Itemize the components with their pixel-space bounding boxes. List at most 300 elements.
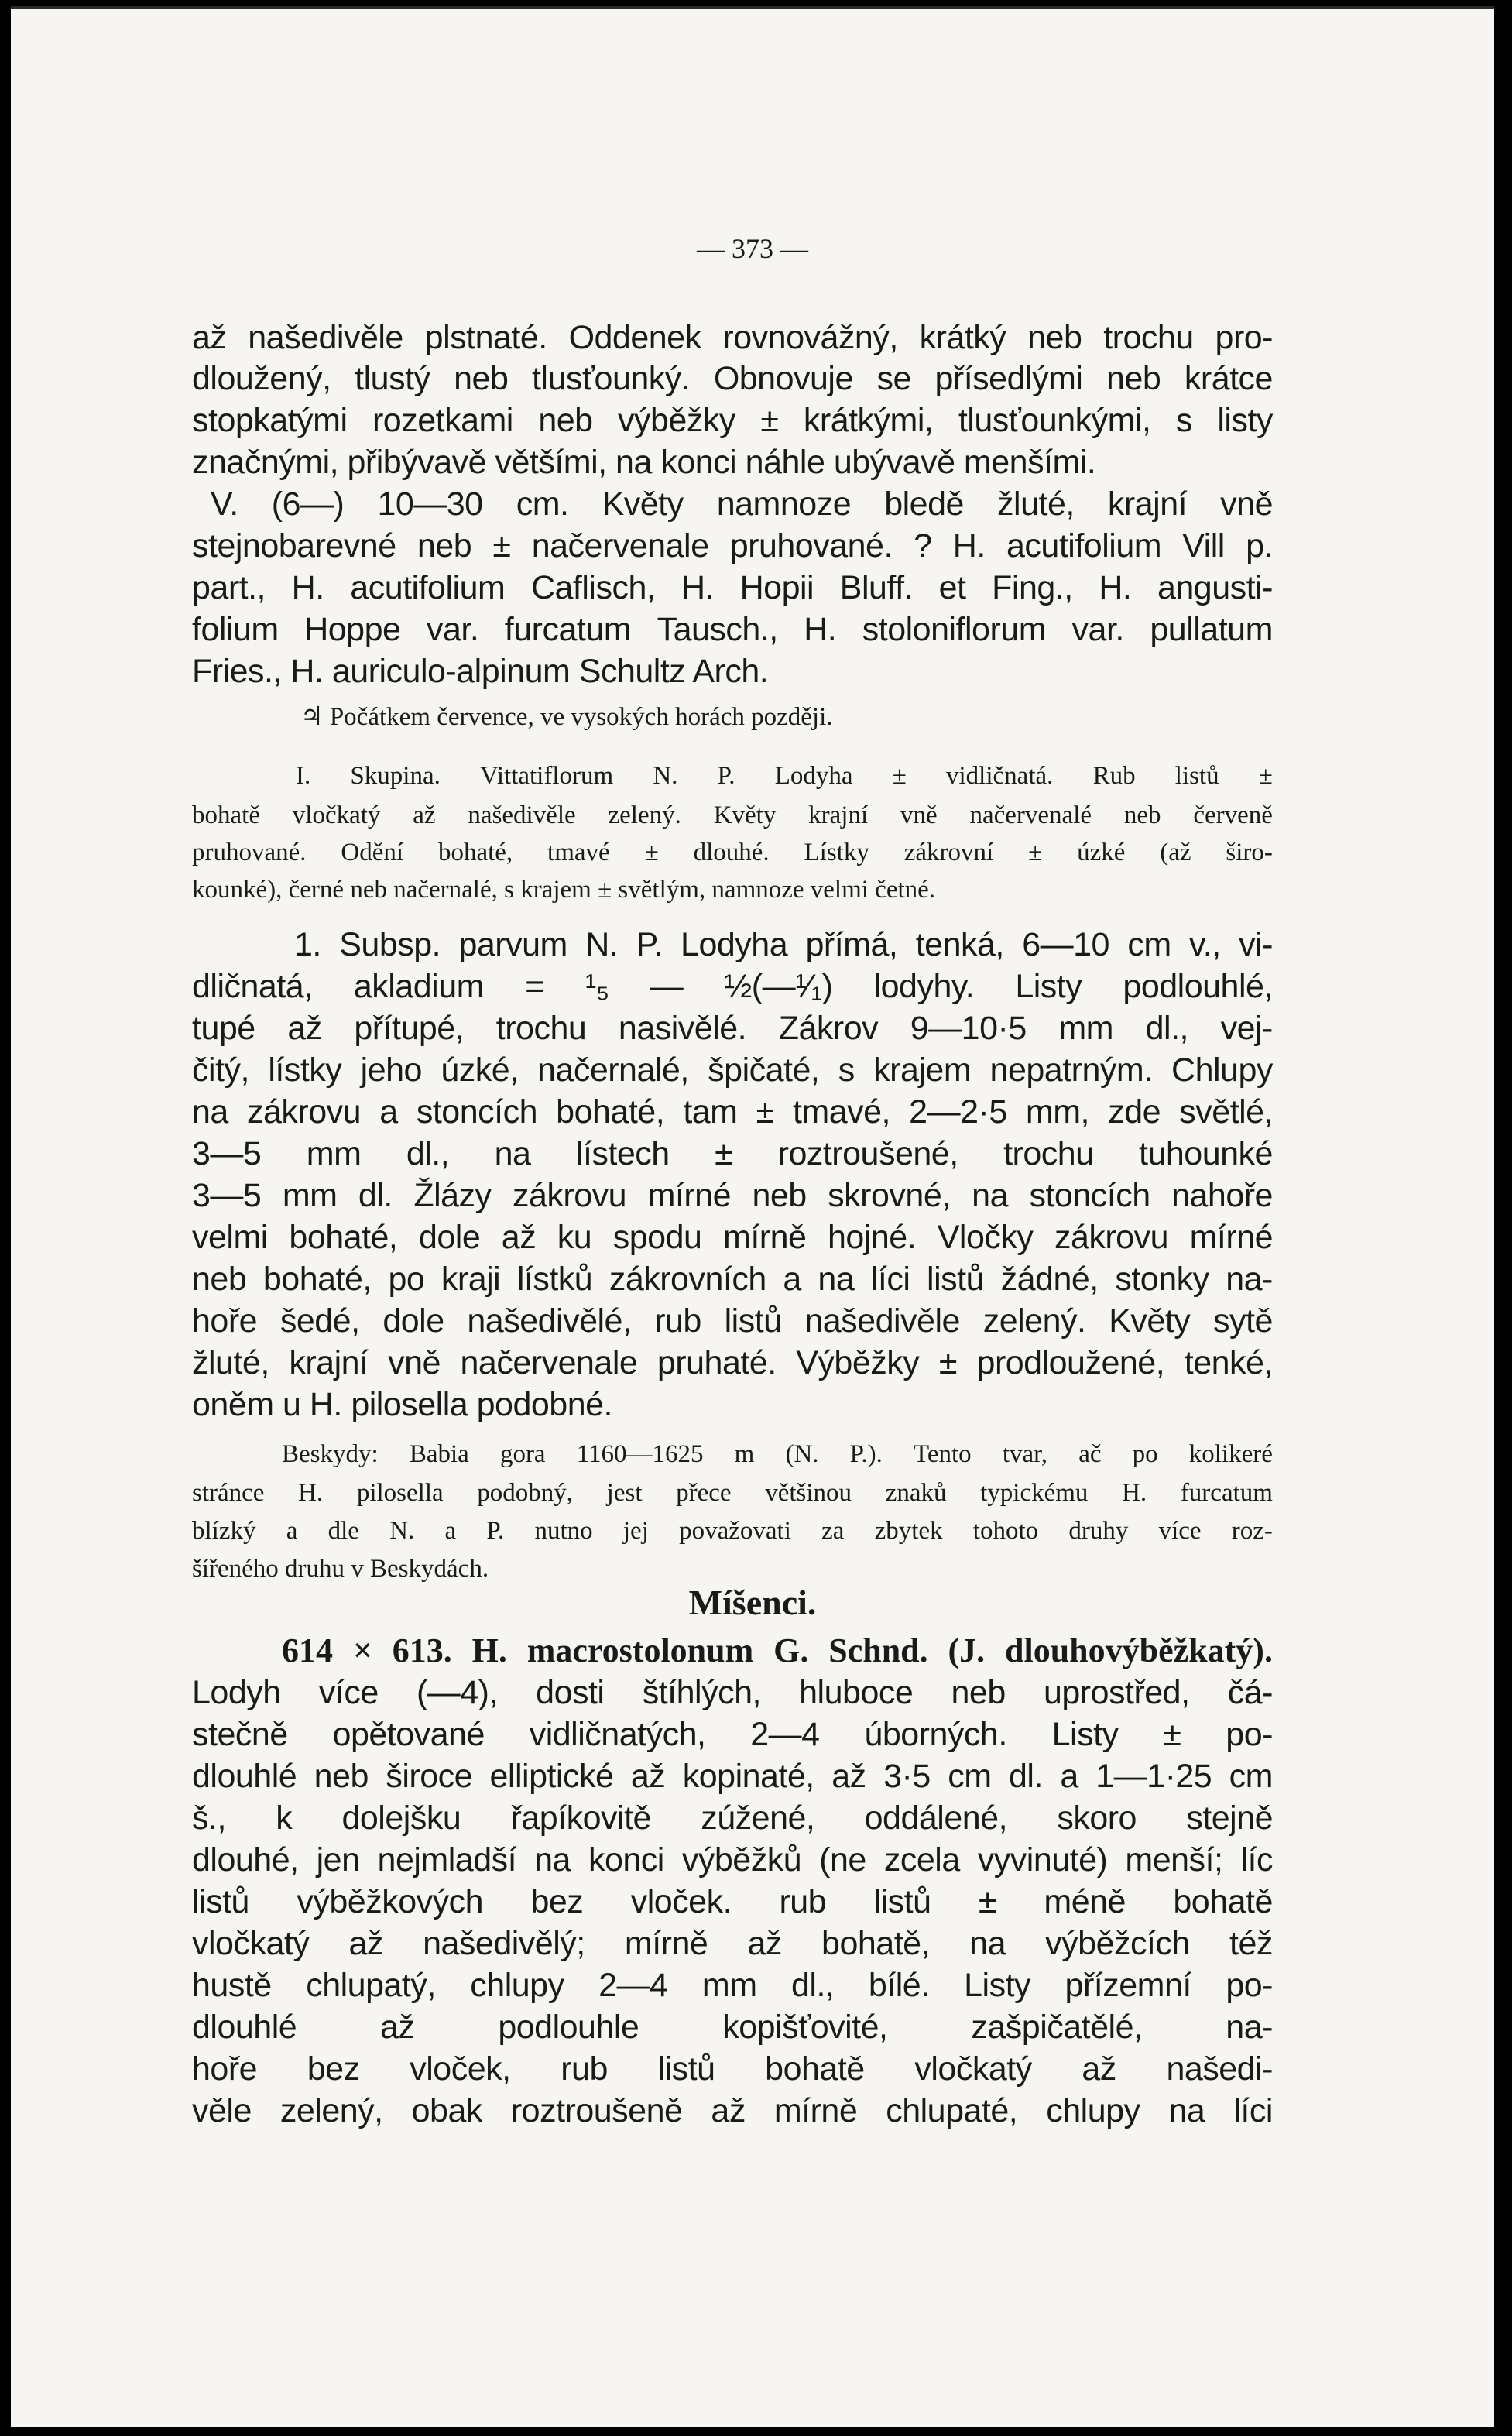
word: chlupy <box>1046 2092 1140 2129</box>
word: mm, <box>1025 1093 1090 1131</box>
word: dlouhovýběžkatý). <box>1005 1631 1273 1669</box>
word: špičaté, <box>708 1052 820 1089</box>
word: až <box>287 1010 322 1047</box>
text-line <box>192 1302 1273 1340</box>
word: jest <box>606 1479 643 1507</box>
word: tmavé, <box>792 1093 890 1131</box>
word: chlupy <box>470 1967 564 2004</box>
word: neb <box>314 1758 369 1795</box>
text-line <box>192 1135 1273 1173</box>
word: vločkatý <box>914 2050 1032 2088</box>
word: zašpičatělé, <box>971 2009 1143 2046</box>
word: dlouhé, <box>192 1841 299 1878</box>
word: výběžků <box>681 1841 802 1878</box>
word: cm <box>1229 1758 1273 1795</box>
word: rozetkami <box>372 402 513 439</box>
word: konci <box>588 1841 664 1878</box>
word: P.). <box>849 1440 883 1468</box>
word: Caflisch, <box>530 569 656 606</box>
word: dl. <box>1008 1758 1043 1795</box>
word: — <box>650 968 684 1005</box>
word: v., <box>1189 926 1221 963</box>
word: bledě <box>884 485 964 523</box>
word: po <box>1132 1440 1158 1468</box>
word: a <box>286 1517 298 1545</box>
word: na <box>192 1093 228 1131</box>
word: listů <box>724 1302 782 1340</box>
word: mírně <box>723 1219 807 1256</box>
text-line <box>192 1800 1273 1837</box>
word: mírné <box>1189 1219 1273 1256</box>
word: ± <box>715 1135 733 1172</box>
word: Beskydy: <box>282 1440 379 1468</box>
word: nejmladší <box>377 1841 517 1878</box>
text-line <box>192 402 1273 440</box>
word: hoře <box>192 2050 258 2088</box>
word: kraji <box>441 1261 501 1298</box>
word: bohaté, <box>437 839 513 866</box>
word: bohatě <box>765 2050 865 2088</box>
text-line <box>192 2092 1273 2130</box>
word: Hopii <box>739 569 814 606</box>
text-line <box>192 1674 1273 1712</box>
word: až <box>1082 2050 1116 2088</box>
word: 6—10 <box>1022 926 1109 963</box>
word: krajní <box>289 1344 369 1381</box>
word: nahoře <box>1171 1177 1273 1214</box>
word: ku <box>557 1219 592 1256</box>
text-line: ♃ Počátkem července, ve vysokých horách později. <box>300 703 833 731</box>
word: nepatrným. <box>989 1052 1153 1089</box>
word: Tento <box>914 1440 972 1468</box>
word: Květy <box>713 801 777 829</box>
word: přísedlými <box>934 360 1083 397</box>
word: přímá, <box>805 926 898 963</box>
word: tenké, <box>1184 1344 1273 1381</box>
word: širo- <box>1226 839 1273 866</box>
word: zelený. <box>982 1302 1086 1340</box>
text-line <box>192 1883 1273 1921</box>
word: tuhounké <box>1139 1135 1273 1172</box>
word: mm <box>306 1135 362 1172</box>
word: s <box>1175 402 1192 439</box>
word: et <box>938 569 966 606</box>
word: po- <box>1226 1716 1273 1753</box>
word: načervenale <box>531 527 709 564</box>
word: roztroušené, <box>777 1135 958 1172</box>
text-line <box>192 1177 1273 1215</box>
text-line <box>192 611 1273 649</box>
text-line <box>192 1479 1273 1508</box>
word: I. <box>296 762 311 790</box>
word: zúžené, <box>701 1800 815 1837</box>
word: výběžcích <box>1045 1925 1190 1962</box>
word: podlouhlé, <box>1123 968 1273 1005</box>
text-line: oněm u H. pilosella podobné. <box>192 1386 612 1423</box>
word: tvar, <box>1002 1440 1048 1468</box>
word: k <box>276 1800 293 1837</box>
word: cm <box>948 1758 992 1795</box>
word: na <box>494 1135 531 1172</box>
word: znaků <box>885 1479 947 1507</box>
word: macrostolonum <box>526 1631 754 1669</box>
word: světlé, <box>1179 1093 1273 1131</box>
word: až <box>630 1758 666 1795</box>
text-line <box>282 1631 1273 1670</box>
word: furcatum <box>1180 1479 1273 1507</box>
text-line <box>192 801 1273 830</box>
word: Lodyh <box>192 1674 281 1711</box>
word: stoncích <box>416 1093 537 1131</box>
word: P. <box>717 762 735 790</box>
word: stoncích <box>1029 1177 1150 1214</box>
word: a <box>783 1261 801 1298</box>
word: P. <box>486 1517 505 1545</box>
text-line <box>192 1925 1273 1963</box>
word: 614 <box>282 1631 333 1669</box>
word: dole <box>382 1302 444 1340</box>
word: načervenale <box>460 1344 638 1381</box>
word: Zákrov <box>778 1010 879 1047</box>
word: H. <box>804 611 837 648</box>
word: vně <box>900 801 938 829</box>
word: nutno <box>534 1517 593 1545</box>
word: (6—) <box>271 485 345 523</box>
word: mm <box>1058 1010 1113 1047</box>
word: dole <box>418 1219 481 1256</box>
word: zákrovu <box>513 1177 627 1214</box>
word: řapíkovitě <box>510 1800 651 1837</box>
word: pruhované. <box>192 839 307 866</box>
word: trochu <box>1103 319 1194 356</box>
word: 1—1·25 <box>1095 1758 1212 1795</box>
word: dlouhlé <box>192 2009 297 2046</box>
word: tenká, <box>915 926 1004 963</box>
word: rovnovážný, <box>722 319 898 356</box>
word: acutifolium <box>1006 527 1162 564</box>
word: Výběžky <box>796 1344 920 1381</box>
word: Tausch., <box>657 611 778 648</box>
word: neb <box>1106 360 1161 397</box>
word: Květy <box>1109 1302 1191 1340</box>
word: až <box>831 1758 866 1795</box>
word: kopinaté, <box>682 1758 814 1795</box>
word: obak <box>411 2092 482 2129</box>
word: našedivělý; <box>423 1925 585 1962</box>
word: Oddenek <box>568 319 701 356</box>
word: zde <box>1108 1093 1161 1131</box>
book-page <box>11 6 1494 2427</box>
word: stejnobarevné <box>192 527 396 564</box>
word: 2—4 <box>598 1967 668 2004</box>
word: a <box>444 1517 457 1545</box>
word: trochu <box>495 1010 587 1047</box>
word: přece <box>676 1479 732 1507</box>
word: neb <box>454 360 509 397</box>
word: krátce <box>1184 360 1273 397</box>
word: Listy <box>1051 1716 1119 1753</box>
word: zcela <box>883 1841 960 1878</box>
word: stopkatými <box>192 402 348 439</box>
word: sytě <box>1213 1302 1273 1340</box>
text-line <box>192 1517 1273 1546</box>
word: skrovné, <box>828 1177 951 1214</box>
text-line <box>192 1261 1273 1299</box>
word: dl., <box>791 1967 835 2004</box>
word: až <box>413 801 436 829</box>
word: druhy <box>1068 1517 1129 1545</box>
word: tupé <box>192 1010 255 1047</box>
word: typickému <box>980 1479 1089 1507</box>
word: furcatum <box>504 611 632 648</box>
word: tlusťounký. <box>531 360 691 397</box>
word: namnoze <box>716 485 852 523</box>
word: rub <box>561 2050 608 2088</box>
word: načernalé, <box>537 1052 689 1089</box>
word: a <box>379 1093 398 1131</box>
text-line <box>282 1440 1273 1469</box>
word: N. <box>389 1517 415 1545</box>
word: Žlázy <box>413 1177 492 1214</box>
word: dl., <box>1145 1010 1188 1047</box>
word: až <box>711 2092 746 2129</box>
word: tohoto <box>972 1517 1039 1545</box>
word: úzké, <box>441 1052 519 1089</box>
word: bohaté, <box>556 1093 665 1131</box>
word: ač <box>1078 1440 1102 1468</box>
word: Bluff. <box>839 569 913 606</box>
word: Fing., <box>992 569 1073 606</box>
word: ± <box>1163 1716 1181 1753</box>
word: Listy <box>964 1967 1031 2004</box>
text-line: Fries., H. auriculo-alpinum Schultz Arch. <box>192 653 769 690</box>
word: pruhované. <box>729 527 893 564</box>
page-number: — 373 — <box>697 233 808 264</box>
word: po <box>388 1261 425 1298</box>
word: Vittatiflorum <box>480 762 614 790</box>
word: lodyhy. <box>873 968 975 1005</box>
word: velmi <box>192 1219 268 1256</box>
word: neb <box>538 402 593 439</box>
word: neb <box>1123 801 1161 829</box>
word: pruhaté. <box>657 1344 777 1381</box>
word: ± <box>978 1883 996 1920</box>
word: na- <box>1226 1261 1273 1298</box>
word: listů <box>657 2050 715 2088</box>
word: Obnovuje <box>713 360 853 397</box>
text-line <box>192 839 1273 867</box>
word: H. <box>681 569 714 606</box>
word: skoro <box>1057 1800 1137 1837</box>
word: (až <box>1160 839 1191 866</box>
word: vloček. <box>630 1883 732 1920</box>
word: lístků <box>516 1261 593 1298</box>
word: hluboce <box>799 1674 914 1711</box>
word: krajní <box>1107 485 1188 523</box>
word: našedivělé, <box>467 1302 632 1340</box>
word: na <box>972 1177 1008 1214</box>
text-line <box>294 926 1273 964</box>
word: jeho <box>360 1052 422 1089</box>
word: Odění <box>341 839 404 866</box>
word: 10—30 <box>377 485 483 523</box>
word: 613. <box>392 1631 452 1669</box>
word: H. <box>1122 1479 1147 1507</box>
word: menší; <box>1125 1841 1223 1878</box>
word: dl., <box>406 1135 450 1172</box>
word: Vločky <box>937 1219 1034 1256</box>
word: var. <box>1071 611 1124 648</box>
word: vyvinuté) <box>977 1841 1108 1878</box>
word: stečně <box>192 1716 288 1753</box>
word: zákrovu <box>1054 1219 1169 1256</box>
text-line <box>192 1219 1273 1257</box>
word: roz- <box>1231 1517 1273 1545</box>
word: výběžkových <box>297 1883 484 1920</box>
word: žádné, <box>1000 1261 1099 1298</box>
text-line: značnými, přibývavě většími, na konci náhle ubývavě menšími. <box>192 444 1096 481</box>
text-line <box>192 1010 1273 1048</box>
word: (J. <box>948 1631 986 1669</box>
word: hoře <box>192 1302 258 1340</box>
word: Skupina. <box>350 762 441 790</box>
word: G. <box>773 1631 809 1669</box>
word: 1160—1625 <box>576 1440 704 1468</box>
word: Rub <box>1092 762 1136 790</box>
word: Listy <box>1015 968 1082 1005</box>
word: našedi- <box>1166 2050 1273 2088</box>
word: 9—10·5 <box>910 1010 1027 1047</box>
word: našedivěle <box>804 1302 960 1340</box>
word: Schnd. <box>828 1631 928 1669</box>
word: bohatě, <box>821 1925 930 1962</box>
word: ± <box>760 402 779 439</box>
word: akladium <box>353 968 484 1005</box>
word: ½(—¹⁄₁) <box>724 968 833 1005</box>
word: bez <box>530 1883 584 1920</box>
word: pilosella <box>356 1479 444 1507</box>
scan-edge <box>11 6 1494 9</box>
text-line <box>192 527 1273 565</box>
word: Chlupy <box>1171 1052 1273 1089</box>
text-line <box>192 2009 1273 2047</box>
text-line <box>296 762 1273 791</box>
word: listů <box>1174 762 1219 790</box>
word: listů <box>192 1883 249 1920</box>
word: dl. <box>358 1177 393 1214</box>
word: zelený, <box>279 2092 383 2129</box>
word: listy <box>1217 402 1273 439</box>
word: vloček, <box>410 2050 511 2088</box>
word: ± <box>756 1093 774 1131</box>
word: a <box>1060 1758 1078 1795</box>
word: zákrovních <box>609 1261 766 1298</box>
word: 3·5 <box>883 1758 931 1795</box>
word: tmavé <box>547 839 610 866</box>
word: pullatum <box>1150 611 1273 648</box>
word: part., <box>192 569 266 606</box>
word: prodloužené, <box>976 1344 1165 1381</box>
word: mírně <box>624 1925 708 1962</box>
word: bez <box>307 2050 360 2088</box>
word: bílé. <box>868 1967 930 2004</box>
word: vně <box>388 1344 441 1381</box>
word: p. <box>1246 527 1273 564</box>
word: dolejšku <box>341 1800 461 1837</box>
word: var. <box>426 611 479 648</box>
word: cm. <box>516 485 569 523</box>
word: V. <box>211 485 238 523</box>
word: uprostřed, <box>1043 1674 1190 1711</box>
word: na <box>818 1261 855 1298</box>
word: chlupatý, <box>306 1967 436 2004</box>
word: až <box>501 1219 537 1256</box>
word: acutifolium <box>350 569 506 606</box>
word: výběžky <box>618 402 735 439</box>
word: jen <box>316 1841 360 1878</box>
word: Hoppe <box>304 611 401 648</box>
word: chlupaté, <box>886 2092 1018 2129</box>
text-line <box>192 569 1273 607</box>
word: Lístky <box>804 839 869 866</box>
text-line <box>192 319 1273 357</box>
text-line <box>211 485 1273 523</box>
word: na- <box>1226 2009 1273 2046</box>
word: načervenalé <box>969 801 1092 829</box>
word: vi- <box>1239 926 1273 963</box>
word: H. <box>952 527 986 564</box>
word: našedivěle <box>248 319 403 356</box>
word: vločkatý <box>292 801 381 829</box>
word: × <box>352 1631 372 1669</box>
word: š., <box>192 1800 226 1837</box>
word: kopišťovité, <box>722 2009 888 2046</box>
word: podlouhle <box>498 2009 639 2046</box>
word: H. <box>298 1479 324 1507</box>
word: též <box>1229 1925 1273 1962</box>
text-line <box>192 968 1273 1006</box>
word: stoloniflorum <box>862 611 1047 648</box>
word: bohatě <box>192 801 260 829</box>
text-line <box>192 1344 1273 1382</box>
word: čitý, <box>192 1052 249 1089</box>
word: krátký <box>919 319 1006 356</box>
word: (—4), <box>416 1674 498 1711</box>
word: rub <box>654 1302 701 1340</box>
word: dličnatá, <box>192 968 313 1005</box>
word: méně <box>1044 1883 1126 1920</box>
word: mírné <box>647 1177 731 1214</box>
word: cm <box>1127 926 1171 963</box>
word: angusti- <box>1157 569 1273 606</box>
word: ± <box>644 839 659 866</box>
word: dosti <box>536 1674 605 1711</box>
word: neb <box>1027 319 1082 356</box>
word: = <box>525 968 544 1005</box>
word: Květy <box>602 485 684 523</box>
word: 2—2·5 <box>909 1093 1007 1131</box>
word: ? <box>914 527 932 564</box>
word: na <box>1168 2092 1205 2129</box>
word: rub <box>779 1883 827 1920</box>
word: ± <box>492 527 511 564</box>
word: úborných. <box>864 1716 1007 1753</box>
text-line <box>192 1758 1273 1796</box>
word: krátkými, <box>803 402 934 439</box>
word: široce <box>386 1758 473 1795</box>
word: zákrovu <box>247 1093 362 1131</box>
word: na <box>969 1925 1006 1962</box>
